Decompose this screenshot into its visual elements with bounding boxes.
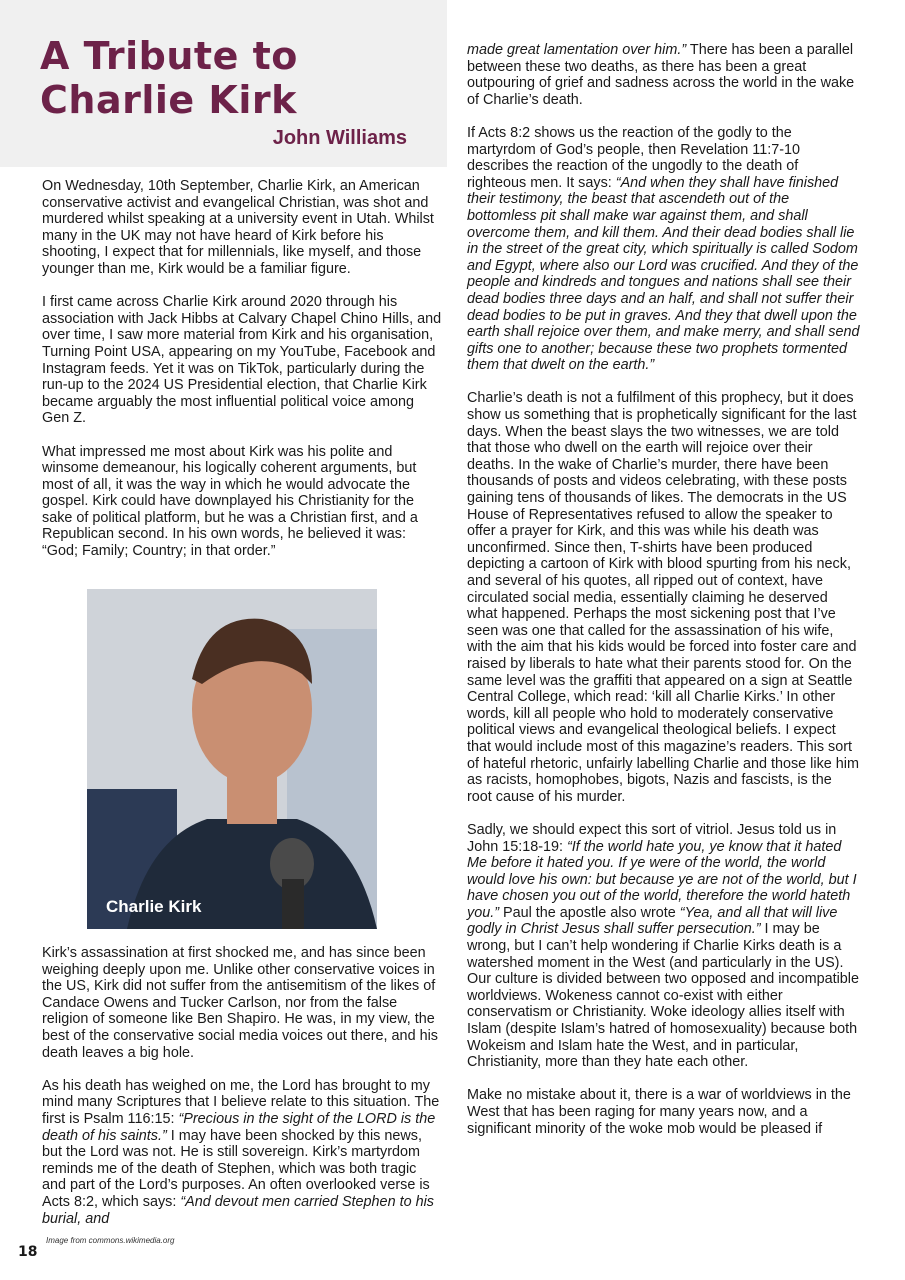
title-panel [0,0,447,167]
photo-caption: Charlie Kirk [106,897,202,916]
left-column-top [42,178,442,576]
scripture-quote: “Precious in the sight of the LORD is the death of his saints.” [42,1110,436,1144]
scripture-quote: “If the world hate you, ye know that it hated Me before it hated you. If ye were of the world, the world would love his own: but because ye are not of the world, but I have chosen you out of the world, therefore the world hateth you.” [467,838,857,921]
title-line-1: A Tribute to [40,34,298,78]
scripture-quote: made great lamentation over him.” [467,42,687,58]
paragraph: made great lamentation over him.” There has been a parallel between these two deaths, as there has been a great outpouring of grief and sadness across the world in the wake of Charlie’s death. [467,42,855,108]
charlie-kirk-photo [87,589,377,929]
paragraph: Make no mistake about it, there is a war of worldviews in the West that has been raging for many years now, and a significant minority of the woke mob would be pleased if [467,1087,851,1137]
left-column-bottom [42,945,442,1244]
scripture-quote: “And devout men carried Stephen to his burial, and [42,1193,434,1227]
portrait-illustration [87,589,377,929]
scripture-quote: “And when they shall have finished their testimony, the beast that ascendeth out of the bottomless pit shall make war against them, and shall overcome them, and kill them. And their dead bodies shall lie in the street of the great city, which spiritually is called Sodom and Egypt, where also our Lord was crucified. And they of the people and kindreds and tongues and nations shall see their dead bodies three days and an half, and shall not suffer their dead bodies to be put in graves. And they that dwell upon the earth shall rejoice over them, and make merry, and shall send gifts one to another; because these two prophets tormented them that dwelt on the earth.” [467,174,860,374]
article-title [40,34,298,122]
paragraph: What impressed me most about Kirk was his polite and winsome demeanour, his logically coherent arguments, but most of all, it was the way in which he would advocate the gospel. Kirk could have downplayed his Christianity for the sake of political platform, but he was a Christian first, and a Republican second. In his own words, he believed it was: “God; Family; Country; in that order.” [42,443,418,560]
paragraph: As his death has weighed on me, the Lord has brought to my mind many Scriptures that I believe relate to this situation. The first is Psalm 116:15: “Precious in the sight of the LORD is the death of his saints.” I may have been shocked by this news, but the Lord was not. He is still sovereign. Kirk’s martyrdom reminds me of the death of Stephen, which was both tragic and part of the Lord’s purposes. An often overlooked verse is Acts 8:2, which says: “And devout men carried Stephen to his burial, and [42,1077,440,1227]
paragraph: I first came across Charlie Kirk around 2020 through his association with Jack Hibbs at Calvary Chapel Chino Hills, and over time, I saw more material from Kirk and his organisation, Turning Point USA, appearing on my YouTube, Facebook and Instagram feeds. Yet it was on TikTok, particularly during the run-up to the 2024 US Presidential election, that Charlie Kirk became arguably the most influential political voice among Gen Z. [42,294,442,427]
paragraph: If Acts 8:2 shows us the reaction of the godly to the martyrdom of God’s people, then Revelation 11:7-10 describes the reaction of the ungodly to the death of righteous men. It says: “And when they shall have finished their testimony, the beast that ascendeth out of the bottomless pit shall make war against them, and shall overcome them, and kill them. And their dead bodies shall lie in the street of the great city, which spiritually is called Sodom and Egypt, where also our Lord was crucified. And they of the people and kindreds and tongues and nations shall see their dead bodies three days and an half, and shall not suffer their dead bodies to be put in graves. And they that dwell upon the earth shall rejoice over them, and make merry, and shall send gifts one to another; because these two prophets tormented them that dwelt on the earth.” [467,124,860,374]
image-credit: Image from commons.wikimedia.org [46,1236,175,1245]
page-number: 18 [18,1244,38,1260]
paragraph: Charlie’s death is not a fulfilment of this prophecy, but it does show us something that is prophetically significant for the last days. When the beast slays the two witnesses, we are told that those who dwell on the earth will rejoice over their deaths. In the wake of Charlie’s murder, there have been thousands of posts and videos celebrating, with these posts gaining tens of thousands of likes. The democrats in the US House of Representatives refused to allow the speaker to offer a prayer for Kirk, and this was while his death was unconfirmed. Since then, T-shirts have been produced depicting a cartoon of Kirk with blood spurting from his neck, and several of his quotes, all ripped out of context, have circulated social media, essentially claiming he deserved what happened. Perhaps the most sickening post that I’ve seen was one that called for the assassination of his wife, with the aim that his kids would be forced into foster care and raised by liberals to hate what their parents stood for. On the same level was the graffiti that appeared on a sign at Seattle Central College, which read: ‘kill all Charlie Kirks.’ In other words, kill all people who hold to moderately conservative political views and evangelical theological beliefs. I expect that would include most of this magazine’s readers. This sort of hateful rhetoric, unfairly labelling Charlie and those like him as racists, homophobes, bigots, Nazis and fascists, is the root cause of his murder. [467,390,859,805]
title-line-2: Charlie Kirk [40,78,297,122]
right-column [467,42,860,1154]
paragraph: On Wednesday, 10th September, Charlie Kirk, an American conservative activist and evangelical Christian, was shot and murdered whilst speaking at a university event in Utah. Whilst many in the UK may not have heard of Kirk before his shooting, I expect that for millennials, like myself, and those younger than me, Kirk would be a familiar figure. [42,178,434,277]
scripture-quote: “Yea, and all that will live godly in Christ Jesus shall suffer persecution.” [467,904,838,938]
paragraph: Sadly, we should expect this sort of vitriol. Jesus told us in John 15:18-19: “If the world hate you, ye know that it hated Me before it hated you. If ye were of the world, the world would love his own: but because ye are not of the world, but I have chosen you out of the world, therefore the world hateth you.” Paul the apostle also wrote “Yea, and all that will live godly in Christ Jesus shall suffer persecution.” I may be wrong, but I can’t help wondering if Charlie Kirks death is a watershed moment in the West (and particularly in the US). Our culture is divided between two opposed and incompatible worldviews. Wokeness cannot co-exist with either conservatism or Christianity. Woke ideology allies itself with Islam (despite Islam’s hatred of homosexuality) because both Wokeism and Islam hate the West, and in particular, Christianity, more than they hate each other. [467,821,859,1071]
author-byline: John Williams [272,127,407,149]
paragraph: Kirk’s assassination at first shocked me, and has since been weighing deeply upon me. Unlike other conservative voices in the US, Kirk did not suffer from the antisemitism of the likes of Candace Owens and Tucker Carlson, nor from the false religion of someone like Ben Shapiro. He was, in my view, the best of the conservative social media voices out there, and his death leaves a big hole. [42,945,438,1061]
